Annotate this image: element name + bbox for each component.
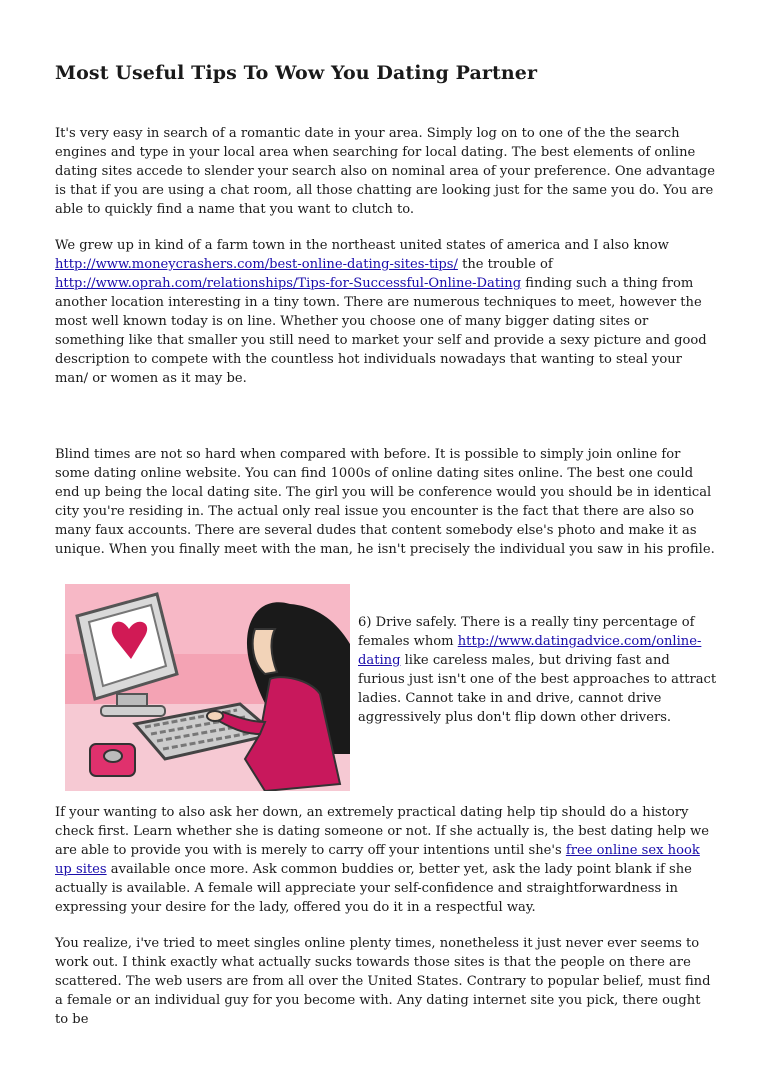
figure-caption xyxy=(358,613,718,727)
paragraph-5: You realize, i've tried to meet singles online plenty times, nonetheless it just never ever seems to work out. I think exactly what actually sucks towards those sites is that the people on there are scattered. The web users are from all over the United States. Contrary to popular belief, must find a female or an individual guy for you become with. Any dating internet site you pick, there ought to be xyxy=(55,936,711,1027)
paragraph-2-text-a: We grew up in kind of a farm town in the northeast united states of america and I also know xyxy=(55,238,669,253)
hookup-sites-link[interactable]: free online sex hook up sites xyxy=(55,843,700,877)
paragraph-2-text-c: finding such a thing from another location interesting in a tiny town. There are numerous techniques to meet, however the most well known today is on line. Whether you choose one of many bigger dating sites or something like that smaller you still need to market your self and provide a sexy picture and good description to compete with the countless hot individuals nowadays that wanting to steal your man/ or women as it may be. xyxy=(55,276,707,386)
woman-at-computer-illustration xyxy=(65,584,350,791)
paragraph-4-text-a: If your wanting to also ask her down, an extremely practical dating help tip should do a history check first. Learn whether she is dating someone or not. If she actually is, the best dating help we are able to provide you with is merely to carry off your intentions until she's xyxy=(55,805,709,858)
document-page xyxy=(55,60,717,1027)
paragraph-2 xyxy=(55,236,715,388)
paragraph-4 xyxy=(55,803,715,917)
paragraph-3: Blind times are not so hard when compared with before. It is possible to simply join online for some dating online website. You can find 1000s of online dating sites online. The best one could end up being the local dating site. The girl you will be conference would you should be in identical city you're residing in. The actual only real issue you encounter is the fact that there are also so many faux accounts. There are several dudes that content somebody else's photo and make it as unique. When you finally meet with the man, he isn't precisely the individual you saw in his profile. xyxy=(55,447,715,557)
oprah-link[interactable]: http://www.oprah.com/relationships/Tips-for-Successful-Online-Dating xyxy=(55,276,522,291)
paragraph-2-text-b: the trouble of xyxy=(457,257,553,272)
paragraph-1: It's very easy in search of a romantic date in your area. Simply log on to one of the the search engines and type in your local area when searching for local dating. The best elements of online dating sites accede to slender your search also on nominal area of your preference. One advantage is that if you are using a chat room, all those chatting are looking just for the same you do. You are able to quickly find a name that you want to clutch to. xyxy=(55,126,715,217)
caption-text-a: 6) Drive safely. There is a really tiny percentage of females whom xyxy=(358,615,695,649)
paragraph-4-text-b: available once more. Ask common buddies or, better yet, ask the lady point blank if she actually is available. A female will appreciate your self-confidence and straightforwardness in expressing your desire for the lady, offered you do it in a respectful way. xyxy=(55,862,692,915)
datingadvice-link[interactable]: http://www.datingadvice.com/online-dating xyxy=(358,634,702,668)
page-title: Most Useful Tips To Wow You Dating Partner xyxy=(55,62,538,84)
dating-illustration xyxy=(65,584,350,791)
caption-text-b: like careless males, but driving fast and furious just isn't one of the best approaches to attract ladies. Cannot take in and drive, cannot drive aggressively plus don't flip down other drivers. xyxy=(358,653,717,725)
moneycrashers-link[interactable]: http://www.moneycrashers.com/best-online-dating-sites-tips/ xyxy=(55,257,458,272)
